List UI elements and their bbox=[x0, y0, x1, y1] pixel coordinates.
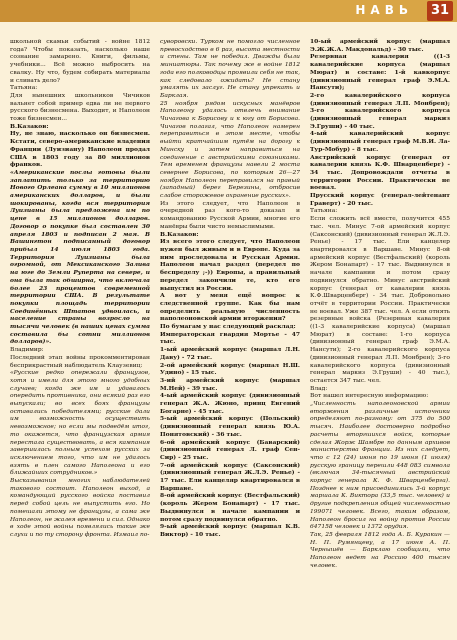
paragraph: 3-ий армейский корпус (маршал М.Ней) - 39 тыс. bbox=[160, 376, 300, 392]
page-number: 31 bbox=[427, 1, 453, 21]
paragraph: 25 ноября рядом искусных манёвров Наполеону удалось отвлечь внимание Чичагова к Борисову и к югу от Борисова. Чичагов полагал, что Наполеон намерен переправиться в этом месте, чтобы выйти кратчайшим путём на дорогу к Минску и затем направиться на соединение с австрийскими союзниками. Тем временем французы навели 2 моста севернее Борисова, по которым 26—27 ноября Наполеон переправился на правый (западный) берег Березины, отбросив слабое сторожевое охранение русских». bbox=[160, 99, 300, 200]
paragraph: А вот у меня ещё вопрос к следственной группе. Как бы нам определить реальную численность наполеоновской армии вторжения? bbox=[160, 292, 300, 323]
paragraph: Высказывания многих наблюдателей такового состоит. Наполеон выход, а командующий русского войска поставил перед собой цель не выпустить его. Но помешали этому не французы, а сама же Наполеон, не жалея времени и сил. Однако в ходе этой войны появлялись такие же слухи и по ту сторону фронта. Измаил по- bbox=[10, 477, 150, 538]
paragraph: „Численность наполеоновской армии вторжения различные источники определяют по-разному: от 375 до 500 тысяч. Наиболее достоверно подробно расчеты вторгшихся войск, которые сделал Жорж Шамбре по данным архивов министерства Франции. Из них следует, что с 12 (24) июня по 19 июня (1 июля) русскую границу перешли 448 083 символа (включая 34-тысячный австрийский корпус генерала К. Ф. Шварценберга). Позднее к ним присоединились 3-й корпус маршала К. Виктора (33,5 тыс. человек) и другие подкрепления общей численностью 199071 человек. Всего, таким образом, Наполеон бросил на войну против России 647158 человек и 1372 орудия. bbox=[310, 400, 450, 531]
paragraph: В.Казаков: bbox=[10, 122, 49, 130]
paragraph: Если сложить всё вместе, получится 455 тыс. чел. Минус 7-ой армейский корпус (Саксонский) (дивизионный генерал Ж.Л.Э. Ренье) - 17 тыс. Ели канцелер квартировался в Варшаве. Минус 8-ой армейский корпус (Вестфальский) (король Жером Бонапарт) - 17 тыс. Выдвинулся в начале кампании и потом сразу подвинулся обратно. Минус австрийский корпус (генерал от кавалерии князь К.Ф.Шварценберг) - 34 тыс. Добровольно отчёт в территории России. Практически не воевал. Уже 387 тыс. чел. А если отнять резервные войска (Резервная кавалерия ((1-3 кавалерийские корпуса) (маршал Мюрат) в составе: 1-го корпуса (дивизионный генерал граф Э.М.А. Нансути); 2-го кавалерийского корпуса (дивизионный генерал Л.П. Монбрен); 3-го кавалерийского корпуса (дивизионный генерал маркиз Э.Груши) - 40 тыс.), остается 347 тыс. чел. bbox=[310, 215, 450, 384]
paragraph: Для нынешних школьников Чичиков вальнет собой пример едва ли не первого русского бизнесмена. Выходит, и Наполеон тоже бизнесмен... bbox=[10, 91, 150, 123]
paragraph: 2-го кавалерийского корпуса (дивизионный генерал Л.П. Монбрен); 3-го кавалерийского корпуса (дивизионный генерал маркиз Э.Груши) - 40 тыс. bbox=[310, 91, 450, 130]
paragraph: 2-ой армейский корпус (маршал Н.Ш. Удино) - 15 тыс. bbox=[160, 361, 300, 377]
paragraph: Из этого следует, что Наполеон в очередной раз кого-то доказал и командованию Русской Армии, многие его манёвры были чисто немыслимыми. bbox=[160, 199, 300, 230]
paragraph: Татьяна: bbox=[10, 84, 38, 92]
paragraph: школьной скамьи событий - войне 1812 года? Чтобы показать, насколько наше сознание замарено. Книги, фильмы, учебники... Всё можно выбросить на свалку. Ну что, будем собирать материалы и сливать дело? bbox=[10, 38, 150, 84]
paragraph: 4-ый армейский корпус (дивизионный генерал Ж.А. Жюно, принц Евгений Богарне) - 45 тыс. bbox=[160, 392, 300, 415]
paragraph: 5-ый армейский корпус (Польский) (дивизионный генерал князь Ю.А. Понятовский) - 36 тыс. bbox=[160, 415, 300, 438]
paragraph: «Американские послы готовы были заплатить только за территорию Нового Орлеана сумму в 10 миллионов американских долларов, и были шокированы, когда вся территория Луизианы была предложена им по цене в 15 миллионов долларов. Договор о покупке был составлен 30 апреля 1803 и подписан 2 мая. В Вашингтон подписанный договор прибыл 14 июля 1803 года. Территория Луизианы была огромной, от Мексиканского Залива на юге до Земли Руперта на севере, и она была так обширна, что включала более 23 процентов современной территории США. В результате покупки площадь территории Соединённых Штатов удвоилась, и население страны возросло на тысячи человек (в наших ценах сумма составила бы сотни миллионов долларов)». bbox=[10, 168, 150, 346]
paragraph: Последний этап войны прокомментирован бесприкрастный наблюдатель Клаузевиц: bbox=[10, 353, 150, 369]
paragraph: 6-ой армейский корпус (Баварский) (дивизионный генерал Л. граф Сен-Сир) - 25 тыс. bbox=[160, 438, 300, 461]
paragraph: Татьяна: bbox=[310, 207, 338, 215]
paragraph: 1-ый армейский корпус (маршал Л.Н. Даву) - 72 тыс. bbox=[160, 346, 300, 361]
text-column-1 bbox=[10, 38, 150, 634]
paragraph: Императорская гвардия Мортье - 47 тыс. bbox=[160, 330, 300, 346]
paragraph: Прусский корпус (генерал-лейтенант Граверт) - 20 тыс. bbox=[310, 192, 450, 207]
paragraph: 4-ый кавалерийский корпус (дивизионный генерал граф М.В.И. Ла-Тур-Мобур) - 8 тыс. bbox=[310, 130, 450, 153]
paragraph: По бумагам у нас следующий расклад: bbox=[160, 323, 296, 331]
text-column-2 bbox=[160, 38, 300, 634]
paragraph: 7-ой армейский корпус (Саксонский) (дивизионный генерал Ж.Л.Э. Ренье) - 17 тыс. Ели канцеляр квартировался в Варшаве. bbox=[160, 461, 300, 492]
page-header bbox=[0, 0, 457, 22]
paragraph: суворовски. Турком не помогло численное превосходство в 6 раз, высота местности и стены. Там не победил. Дважды были миниатюры. Так почему же в войне 1812 года его полководцы проявили себя не так, как следовало ожидать? Не стану умалять их заслуг. Не стану упрекать и Барклая. bbox=[160, 38, 300, 99]
paragraph: 10-ый армейский корпус (маршал Э.Ж.Ж.А. Макдональд) - 30 тыс. bbox=[310, 38, 450, 53]
paragraph: Из всего этого следует, что Наполеон нужен был живым и в Европе. Куда за ним проследовала и Русская Армия. Наполеон начал раздел (передел по беспределу ;-)) Европы, а правильный передел закончили те, кто его выпустил из России. bbox=[160, 238, 300, 292]
paragraph: Вот нашел интересную информацию: bbox=[310, 392, 429, 400]
paragraph: В.Казаков: bbox=[160, 230, 199, 238]
paragraph: 9-ый армейский корпус (маршал К.В. Виктор) - 10 тыс. bbox=[160, 523, 300, 538]
paragraph: 8-ой армейский корпус (Вестфальский) (король Жером Бонапарт) - 17 тыс. Выдвинулся в начале кампании и потом сразу подвинулся обратно. bbox=[160, 492, 300, 523]
paragraph: Австрийский корпус (генерал от кавалерии князь К.Ф. Шварценберг) - 34 тыс. Допровождали отчеты в территории России. Практически не воевал. bbox=[310, 153, 450, 192]
paragraph: Ну, не знаю, насколько он бизнесмен. Кстати, северо-американские владения Франции (Луизиану) Наполеон продал США в 1803 году за 80 миллионов франков. bbox=[10, 130, 150, 169]
paragraph: Так, 25 февраля 1812 года А. Б. Куракин — Н. П. Румянцеву, а 17 июня А. П. Чернышёв — Барклаю сообщили, что Наполеон ведет на Россию 400 тысяч человек. bbox=[310, 531, 450, 569]
header-ornament-strip bbox=[0, 0, 130, 22]
section-title: НАВЬ bbox=[355, 3, 413, 17]
paragraph: Резервная кавалерия ((1-3 кавалерийские корпуса (маршал Мюрат) в составе: 1-й кавкорпус (дивизионный генерал граф Э.М.А. Нансути); bbox=[310, 53, 450, 92]
text-column-3 bbox=[310, 38, 450, 634]
paragraph: Владимир: bbox=[10, 346, 44, 354]
paragraph: Влад: bbox=[310, 384, 328, 392]
paragraph: «Русские редко опережали французов, хотя и имели для этого много удобных случаев; когда же им и удавалось опередить противника, они всякий раз его выпускали; во всех боях французы оставались победителями; русские дали им возможность осуществить невозможное; но если мы подведём итог, то окажется, что французская армия перестала существовать, а вся кампания завершилась полным успехом русских за исключением того, что им не удалось взять в плен самого Наполеона и его ближайших сотрудников.» bbox=[10, 369, 150, 477]
